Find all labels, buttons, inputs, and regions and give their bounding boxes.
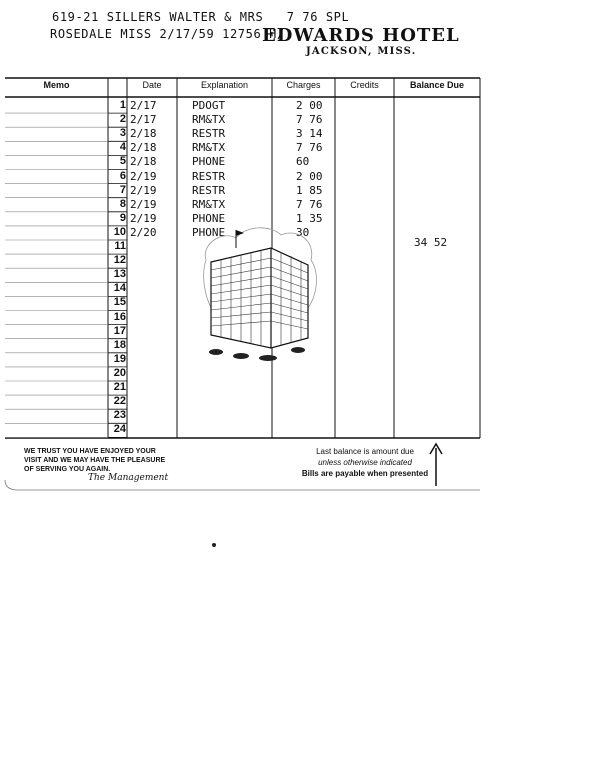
entry-date: 2/17: [130, 99, 157, 112]
row-number: 16: [113, 310, 126, 323]
trust-message: [24, 447, 165, 474]
col-credits: Credits: [350, 80, 379, 90]
row-number: 11: [114, 240, 126, 252]
entry-date: 2/19: [130, 197, 157, 211]
entry-explanation: RESTR: [192, 127, 226, 141]
entry-charge: 3 14: [296, 127, 323, 141]
row-number: 19: [113, 352, 126, 365]
col-explanation: Explanation: [200, 80, 249, 90]
entry-charge: 2 00: [296, 169, 323, 183]
balance-due-value: 34 52: [414, 236, 448, 249]
row-number: 10: [113, 225, 126, 238]
col-date: Date: [142, 80, 162, 90]
row-number: 13: [113, 268, 126, 281]
entry-explanation: PHONE: [192, 211, 226, 225]
entry-charge: 1 85: [296, 183, 323, 197]
trust-line-3: OF SERVING YOU AGAIN.: [24, 466, 111, 473]
row-number: 1: [119, 99, 126, 111]
entry-explanation: RESTR: [192, 169, 226, 183]
entry-date: 2/18: [130, 155, 157, 169]
entry-charge: 1 35: [296, 211, 323, 225]
entry-explanation: RM&TX: [192, 113, 226, 127]
row-number: 23: [113, 409, 126, 422]
row-number: 2: [119, 113, 126, 126]
entry-charge: 7 76: [296, 197, 323, 211]
entry-explanation: PHONE: [192, 225, 226, 239]
row-number: 8: [119, 197, 126, 210]
unless-text: unless otherwise indicated: [318, 458, 412, 467]
bills-text: Bills are payable when presented: [301, 469, 429, 478]
entry-date: 2/18: [130, 127, 157, 141]
last-balance-text: Last balance is amount due: [316, 447, 414, 456]
speck: [212, 543, 216, 547]
guest-line-2: ROSEDALE MISS 2/17/59 12756 H/: [50, 27, 285, 41]
col-charges: Charges: [286, 80, 321, 90]
row-number: 17: [113, 324, 126, 337]
entry-charge: 7 76: [296, 141, 323, 155]
col-balance: Balance Due: [409, 80, 465, 90]
col-memo: Memo: [43, 80, 70, 90]
row-number: 24: [113, 423, 126, 436]
entry-date: 2/20: [130, 225, 157, 239]
row-number: 6: [119, 169, 126, 182]
entry-charge: 30: [296, 225, 310, 239]
trust-line-2: VISIT AND WE MAY HAVE THE PLEASURE: [24, 457, 166, 464]
row-number: 15: [113, 296, 126, 309]
trust-line-1: WE TRUST YOU HAVE ENJOYED YOUR: [24, 448, 156, 455]
entry-explanation: RM&TX: [192, 141, 226, 155]
guest-line-1: 619-21 SILLERS WALTER & MRS 7 76 SPL: [52, 10, 350, 24]
hotel-city: JACKSON, MISS.: [306, 46, 417, 57]
row-number: 14: [113, 282, 126, 295]
balance-notice: [300, 446, 430, 479]
form-bottom-edge: [0, 480, 592, 500]
hotel-name: EDWARDS HOTEL: [262, 25, 460, 46]
entry-explanation: RM&TX: [192, 197, 226, 211]
entry-charge: 7 76: [296, 113, 323, 127]
row-number: 22: [113, 395, 126, 408]
entry-date: 2/19: [130, 183, 157, 197]
entry-explanation: PDOGT: [192, 99, 226, 112]
entry-date: 2/19: [130, 211, 157, 225]
entry-charge: 2 00: [296, 99, 323, 112]
row-number: 3: [119, 127, 126, 140]
entry-charge: 60: [296, 155, 310, 169]
entry-explanation: RESTR: [192, 183, 226, 197]
row-number: 5: [119, 155, 126, 168]
entry-date: 2/17: [130, 113, 157, 127]
row-number: 21: [113, 381, 126, 393]
row-number: 12: [113, 254, 126, 267]
hotel-building-icon: [196, 220, 326, 365]
row-number: 7: [119, 183, 126, 196]
row-number: 4: [119, 141, 126, 154]
signoff: The Management: [88, 473, 169, 483]
entry-date: 2/19: [130, 169, 157, 183]
row-number: 20: [113, 366, 126, 379]
row-number: 9: [119, 211, 126, 224]
row-number: 18: [113, 338, 126, 351]
entry-date: 2/18: [130, 141, 157, 155]
entry-explanation: PHONE: [192, 155, 226, 169]
